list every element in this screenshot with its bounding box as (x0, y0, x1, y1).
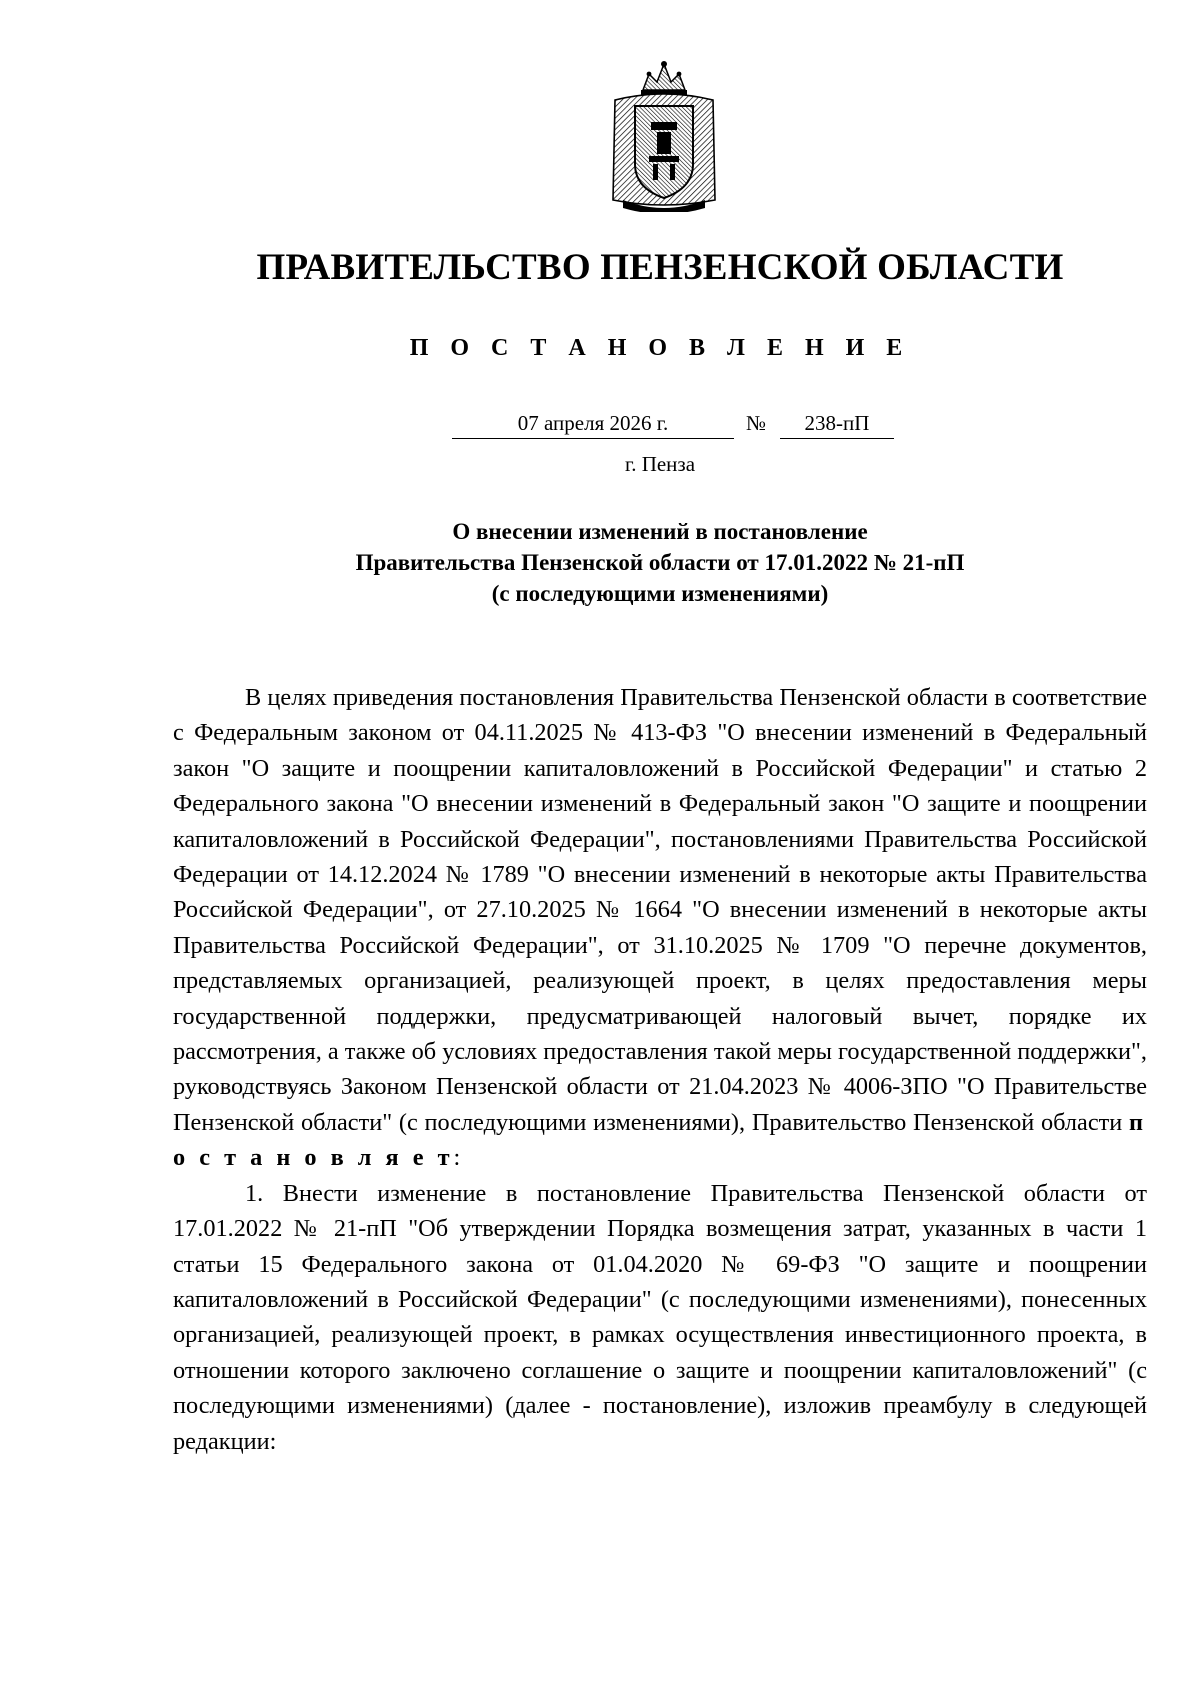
preamble-text: В целях приведения постановления Правительства Пензенской области в соответствие с Федеральным законом от 04.11.2025 № 413-ФЗ "О внесении изменений в Федеральный закон "О защите и поощрении капиталовложений в Российской Федерации" и статью 2 Федерального закона "О внесении изменений в Федеральный закон "О защите и поощрении капиталовложений в Российской Федерации", постановлениями Правительства Российской Федерации от 14.12.2024 № 1789 "О внесении изменений в некоторые акты Правительства Российской Федерации", от 27.10.2025 № 1664 "О внесении изменений в некоторые акты Правительства Российской Федерации", от 31.10.2025 № 1709 "О перечне документов, представляемых организацией, реализующей проект, в целях предоставления меры государственной поддержки, предусматривающей налоговый вычет, порядке их рассмотрения, а также об условиях предоставления такой меры государственной поддержки", руководствуясь Законом Пензенской области от 21.04.2023 № 4006-ЗПО "О Правительстве Пензенской области" (с последующими изменениями), Правительство Пензенской области (173, 684, 1147, 1136)
subject-line-3: (с последующими изменениями) (491, 581, 829, 606)
document-subject (0, 516, 1200, 609)
government-title: ПРАВИТЕЛЬСТВО ПЕНЗЕНСКОЙ ОБЛАСТИ (256, 247, 1064, 288)
document-body (173, 680, 1147, 1459)
body-paragraph-item-1: 1. Внести изменение в постановление Правительства Пензенской области от 17.01.2022 № 21-пП "Об утверждении Порядка возмещения затрат, указанных в части 1 статьи 15 Федерального закона от 01.04.2020 № 69-ФЗ "О защите и поощрении капиталовложений в Российской Федерации" (с последующими изменениями), понесенных организацией, реализующей проект, в рамках осуществления инвестиционного проекта, в отношении которого заключено соглашение о защите и поощрении капиталовложений" (с последующими изменениями) (далее - постановление), изложив преамбулу в следующей редакции: (173, 1179, 1147, 1455)
body-paragraph-preamble (173, 680, 1147, 1176)
number-sign: № (746, 411, 767, 435)
subject-line-2: Правительства Пензенской области от 17.01.2022 № 21-пП (355, 550, 965, 575)
coat-of-arms-emblem (605, 60, 723, 212)
document-number: 238-пП (780, 410, 894, 439)
document-type-title: П О С Т А Н О В Л Е Н И Е (409, 335, 911, 361)
document-date: 07 апреля 2026 г. (452, 410, 734, 439)
subject-line-1: О внесении изменений в постановление (452, 519, 868, 544)
document-city: г. Пенза (624, 452, 696, 476)
resolution-verb: п о с т а н о в л я е т (173, 1108, 1147, 1172)
document-meta-row (0, 410, 1200, 440)
preamble-end: : (453, 1144, 461, 1172)
